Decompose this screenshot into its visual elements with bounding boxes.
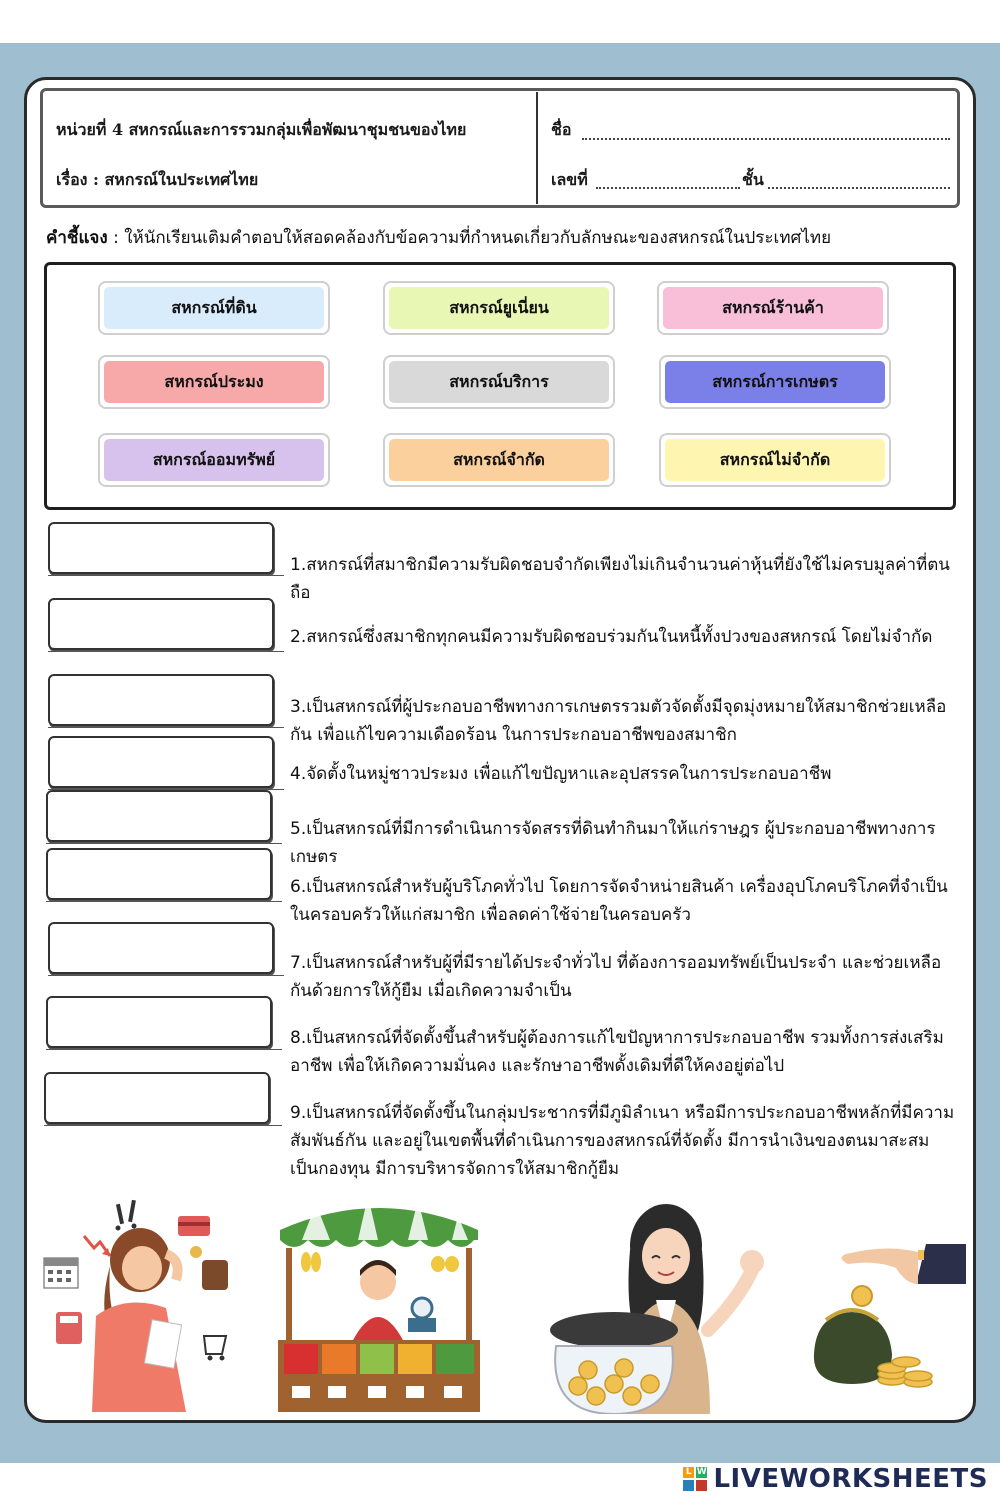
coin-purse-illustration xyxy=(806,1244,966,1394)
option-label: สหกรณ์ไม่จำกัด xyxy=(719,449,831,469)
answer-box-7[interactable] xyxy=(48,922,274,974)
answer-box-5[interactable] xyxy=(46,790,272,842)
question-7: 7.เป็นสหกรณ์สำหรับผู้ที่มีรายได้ประจำทั่วไป ที่ต้องการออมทรัพย์เป็นประจำ และช่วยเหลือกันด้วยการให้กู้ยืม เมื่อเกิดความจำเป็น xyxy=(290,953,942,1001)
topic-title: เรื่อง : สหกรณ์ในประเทศไทย xyxy=(56,170,259,189)
answer-box-6[interactable] xyxy=(46,848,272,900)
answer-box-9[interactable] xyxy=(44,1072,270,1124)
option-label: สหกรณ์จำกัด xyxy=(453,449,545,469)
number-field[interactable] xyxy=(596,187,740,189)
name-field[interactable] xyxy=(582,138,950,140)
option-land-coop[interactable] xyxy=(98,281,330,335)
logo-letter: L xyxy=(683,1467,694,1478)
answer-underline xyxy=(44,1125,282,1126)
option-label: สหกรณ์ประมง xyxy=(164,371,264,391)
question-5: 5.เป็นสหกรณ์ที่มีการดำเนินการจัดสรรที่ดินทำกินมาให้แก่ราษฎร ผู้ประกอบอาชีพทางการเกษตร xyxy=(290,819,936,867)
option-label: สหกรณ์ร้านค้า xyxy=(722,297,824,317)
answer-underline xyxy=(46,1049,282,1050)
answer-underline xyxy=(48,575,284,576)
answer-underline xyxy=(48,727,284,728)
answer-box-4[interactable] xyxy=(48,736,274,788)
number-label: เลขที่ xyxy=(551,170,588,189)
answer-underline xyxy=(46,843,282,844)
question-8: 8.เป็นสหกรณ์ที่จัดตั้งขึ้นสำหรับผู้ต้องการแก้ไขปัญหาการประกอบอาชีพ รวมทั้งการส่งเสริมอาชีพ เพื่อให้เกิดความมั่นคง และรักษาอาชีพดั้งเดิมที่ดีให้คงอยู่ต่อไป xyxy=(290,1028,944,1076)
option-unlimited-coop[interactable] xyxy=(659,433,891,487)
worried-woman-illustration xyxy=(36,1196,246,1412)
logo-letter: W xyxy=(696,1467,708,1477)
market-stall-illustration xyxy=(272,1192,486,1418)
instruction-text: : ให้นักเรียนเติมคำตอบให้สอดคล้องกับข้อความที่กำหนดเกี่ยวกับลักษณะของสหกรณ์ในประเทศไทย xyxy=(107,228,832,248)
option-union-coop[interactable] xyxy=(383,281,615,335)
answer-underline xyxy=(48,651,284,652)
brand-text: LIVEWORKSHEETS xyxy=(713,1464,988,1494)
name-label: ชื่อ xyxy=(551,120,572,139)
option-store-coop[interactable] xyxy=(657,281,889,335)
option-service-coop[interactable] xyxy=(383,355,615,409)
option-agriculture-coop[interactable] xyxy=(659,355,891,409)
question-9: 9.เป็นสหกรณ์ที่จัดตั้งขึ้นในกลุ่มประชากรที่มีภูมิลำเนา หรือมีการประกอบอาชีพหลักที่มีความสัมพันธ์กัน และอยู่ในเขตพื้นที่ดำเนินการของสหกรณ์ที่จัดตั้ง มีการนำเงินของตนมาสะสมเป็นกองทุน มีการบริหารจัดการให้สมาชิกกู้ยืม xyxy=(290,1103,955,1179)
answer-box-8[interactable] xyxy=(46,996,272,1048)
option-savings-coop[interactable] xyxy=(98,433,330,487)
answer-underline xyxy=(46,901,282,902)
option-label: สหกรณ์ยูเนี่ยน xyxy=(449,297,549,317)
option-label: สหกรณ์การเกษตร xyxy=(712,371,838,391)
header-divider xyxy=(536,92,538,204)
answer-box-3[interactable] xyxy=(48,674,274,726)
class-field[interactable] xyxy=(768,187,950,189)
savings-woman-illustration xyxy=(538,1200,782,1414)
answer-box-2[interactable] xyxy=(48,598,274,650)
option-limited-coop[interactable] xyxy=(383,433,615,487)
answer-box-1[interactable] xyxy=(48,522,274,574)
top-strip xyxy=(0,0,1000,43)
liveworksheets-brand[interactable] xyxy=(683,1464,988,1494)
option-fishery-coop[interactable] xyxy=(98,355,330,409)
answer-underline xyxy=(48,975,284,976)
instruction xyxy=(46,224,831,251)
liveworksheets-logo-icon xyxy=(683,1467,707,1491)
option-label: สหกรณ์บริการ xyxy=(449,371,549,391)
option-label: สหกรณ์ที่ดิน xyxy=(171,297,257,317)
class-label: ชั้น xyxy=(742,170,764,189)
question-2: 2.สหกรณ์ซึ่งสมาชิกทุกคนมีความรับผิดชอบร่วมกันในหนี้ทั้งปวงของสหกรณ์ โดยไม่จำกัด xyxy=(290,627,933,647)
question-6: 6.เป็นสหกรณ์สำหรับผู้บริโภคทั่วไป โดยการจัดจำหน่ายสินค้า เครื่องอุปโภคบริโภคที่จำเป็นในครอบครัวให้แก่สมาชิก เพื่อลดค่าใช้จ่ายในครอบครัว xyxy=(290,877,948,925)
option-label: สหกรณ์ออมทรัพย์ xyxy=(152,449,276,469)
unit-title: หน่วยที่ 4 สหกรณ์และการรวมกลุ่มเพื่อพัฒนาชุมชนของไทย xyxy=(56,120,467,139)
instruction-label: คำชี้แจง xyxy=(46,228,108,248)
question-1: 1.สหกรณ์ที่สมาชิกมีความรับผิดชอบจำกัดเพียงไม่เกินจำนวนค่าหุ้นที่ยังใช้ไม่ครบมูลค่าที่ตนถือ xyxy=(290,555,950,603)
question-3: 3.เป็นสหกรณ์ที่ผู้ประกอบอาชีพทางการเกษตรรวมตัวจัดตั้งมีจุดมุ่งหมายให้สมาชิกช่วยเหลือกัน เพื่อแก้ไขความเดือดร้อน ในการประกอบอาชีพของสมาชิก xyxy=(290,697,947,745)
question-4: 4.จัดตั้งในหมู่ชาวประมง เพื่อแก้ไขปัญหาและอุปสรรคในการประกอบอาชีพ xyxy=(290,764,832,784)
